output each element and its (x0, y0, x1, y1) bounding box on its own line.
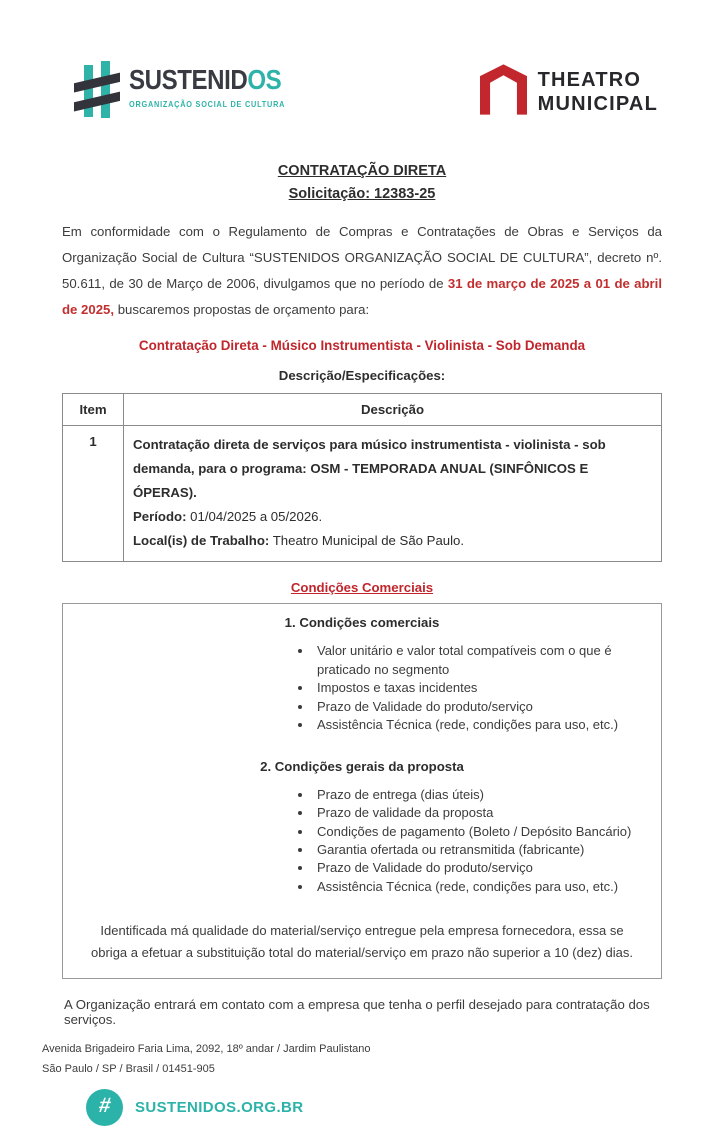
title-line2: Solicitação: 12383-25 (288, 186, 436, 203)
intro-date-range: 31 de março de 2025 a 01 de abril de 2025, (62, 275, 662, 317)
bullet-item: • Impostos e taxas incidentes (313, 679, 647, 697)
sustenidos-name: SUSTENIDOS (129, 64, 282, 95)
spec-heading: Descrição/Especificações: (278, 368, 446, 384)
spec-table-header-row (63, 394, 662, 426)
conditions-section2-title: 2. Condições gerais da proposta (260, 758, 464, 774)
footer-brand (86, 1089, 724, 1126)
table-row (63, 426, 662, 562)
spec-table-header-desc: Descrição (124, 394, 662, 426)
sustenidos-tagline: ORGANIZAÇÃO SOCIAL DE CULTURA (129, 99, 286, 109)
item-number: 1 (63, 426, 124, 562)
intro-paragraph (62, 219, 662, 322)
bullet-item: • Condições de pagamento (Boleto / Depósito Bancário) (313, 823, 647, 841)
conditions-section1-list (63, 642, 661, 734)
bullet-item: • Garantia ofertada ou retransmitida (fabricante) (313, 841, 647, 859)
theatro-municipal-logo (480, 64, 658, 120)
conditions-section2-list (63, 786, 661, 897)
description-local: Local(is) de Trabalho: Theatro Municipal de São Paulo. (133, 533, 465, 549)
sustenidos-wordmark (129, 66, 285, 109)
theatro-line1: THEATRO (537, 69, 642, 91)
theatro-wordmark (538, 68, 658, 116)
bullet-item: • Prazo de Validade do produto/serviço (313, 698, 647, 716)
bullet-item: • Valor unitário e valor total compatíveis com o que é praticado no segmento (313, 642, 647, 679)
address-line2: São Paulo / SP / Brasil / 01451-905 (42, 1063, 215, 1076)
header-logos (0, 0, 724, 134)
sustenidos-hash-circle-icon: # (86, 1089, 123, 1126)
intro-text-2: buscaremos propostas de orçamento para: (114, 301, 370, 317)
bullet-item: • Assistência Técnica (rede, condições para uso, etc.) (313, 878, 647, 896)
bullet-item: • Prazo de validade da proposta (313, 804, 647, 822)
sustenidos-logo (74, 58, 311, 127)
conditions-section1-title: 1. Condições comerciais (284, 615, 440, 631)
theatro-line2: MUNICIPAL (537, 93, 658, 115)
footer-address (42, 1040, 724, 1080)
bullet-item: • Prazo de entrega (dias úteis) (313, 786, 647, 804)
description-main: Contratação direta de serviços para músico instrumentista - violinista - sob demanda, para o programa: OSM - TEMPORADA ANUAL (SINFÔNICOS E ÓPERAS). (133, 437, 606, 501)
spec-table-header-item: Item (63, 394, 124, 426)
footer-site-text: SUSTENIDOS.ORG.BR (135, 1098, 304, 1116)
conditions-heading: Condições Comerciais (290, 580, 434, 596)
theatro-arch-icon (480, 64, 527, 120)
quality-replacement-note: Identificada má qualidade do material/serviço entregue pela empresa fornecedora, essa se obriga a efetuar a substituição total do material/serviço em prazo não superior a 10 (dez) dias. (91, 923, 633, 960)
bullet-item: • Prazo de Validade do produto/serviço (313, 859, 647, 877)
intro-text-1: Em conformidade com o Regulamento de Compras e Contratações de Obras e Serviços da Organização Social de Cultura “SUSTENIDOS ORGANIZAÇÃO SOCIAL DE CULTURA”, decreto nº. 50.611, de 30 de Março de 2006, divulgamos que no período de (62, 224, 662, 291)
conditions-box (62, 603, 662, 979)
sustenidos-hash-icon (74, 58, 120, 127)
title-line1: CONTRATAÇÃO DIRETA (277, 163, 447, 179)
document-title (0, 160, 724, 206)
bullet-item: • Assistência Técnica (rede, condições para uso, etc.) (313, 716, 647, 734)
address-line1: Avenida Brigadeiro Faria Lima, 2092, 18º andar / Jardim Paulistano (42, 1043, 371, 1056)
description-periodo: Período: 01/04/2025 a 05/2026. (133, 509, 323, 525)
closing-paragraph: A Organização entrará em contato com a empresa que tenha o perfil desejado para contratação dos serviços. (64, 997, 650, 1028)
subject-heading: Contratação Direta - Músico Instrumentista - Violinista - Sob Demanda (138, 338, 586, 354)
item-description (124, 426, 662, 562)
spec-table (62, 393, 662, 562)
